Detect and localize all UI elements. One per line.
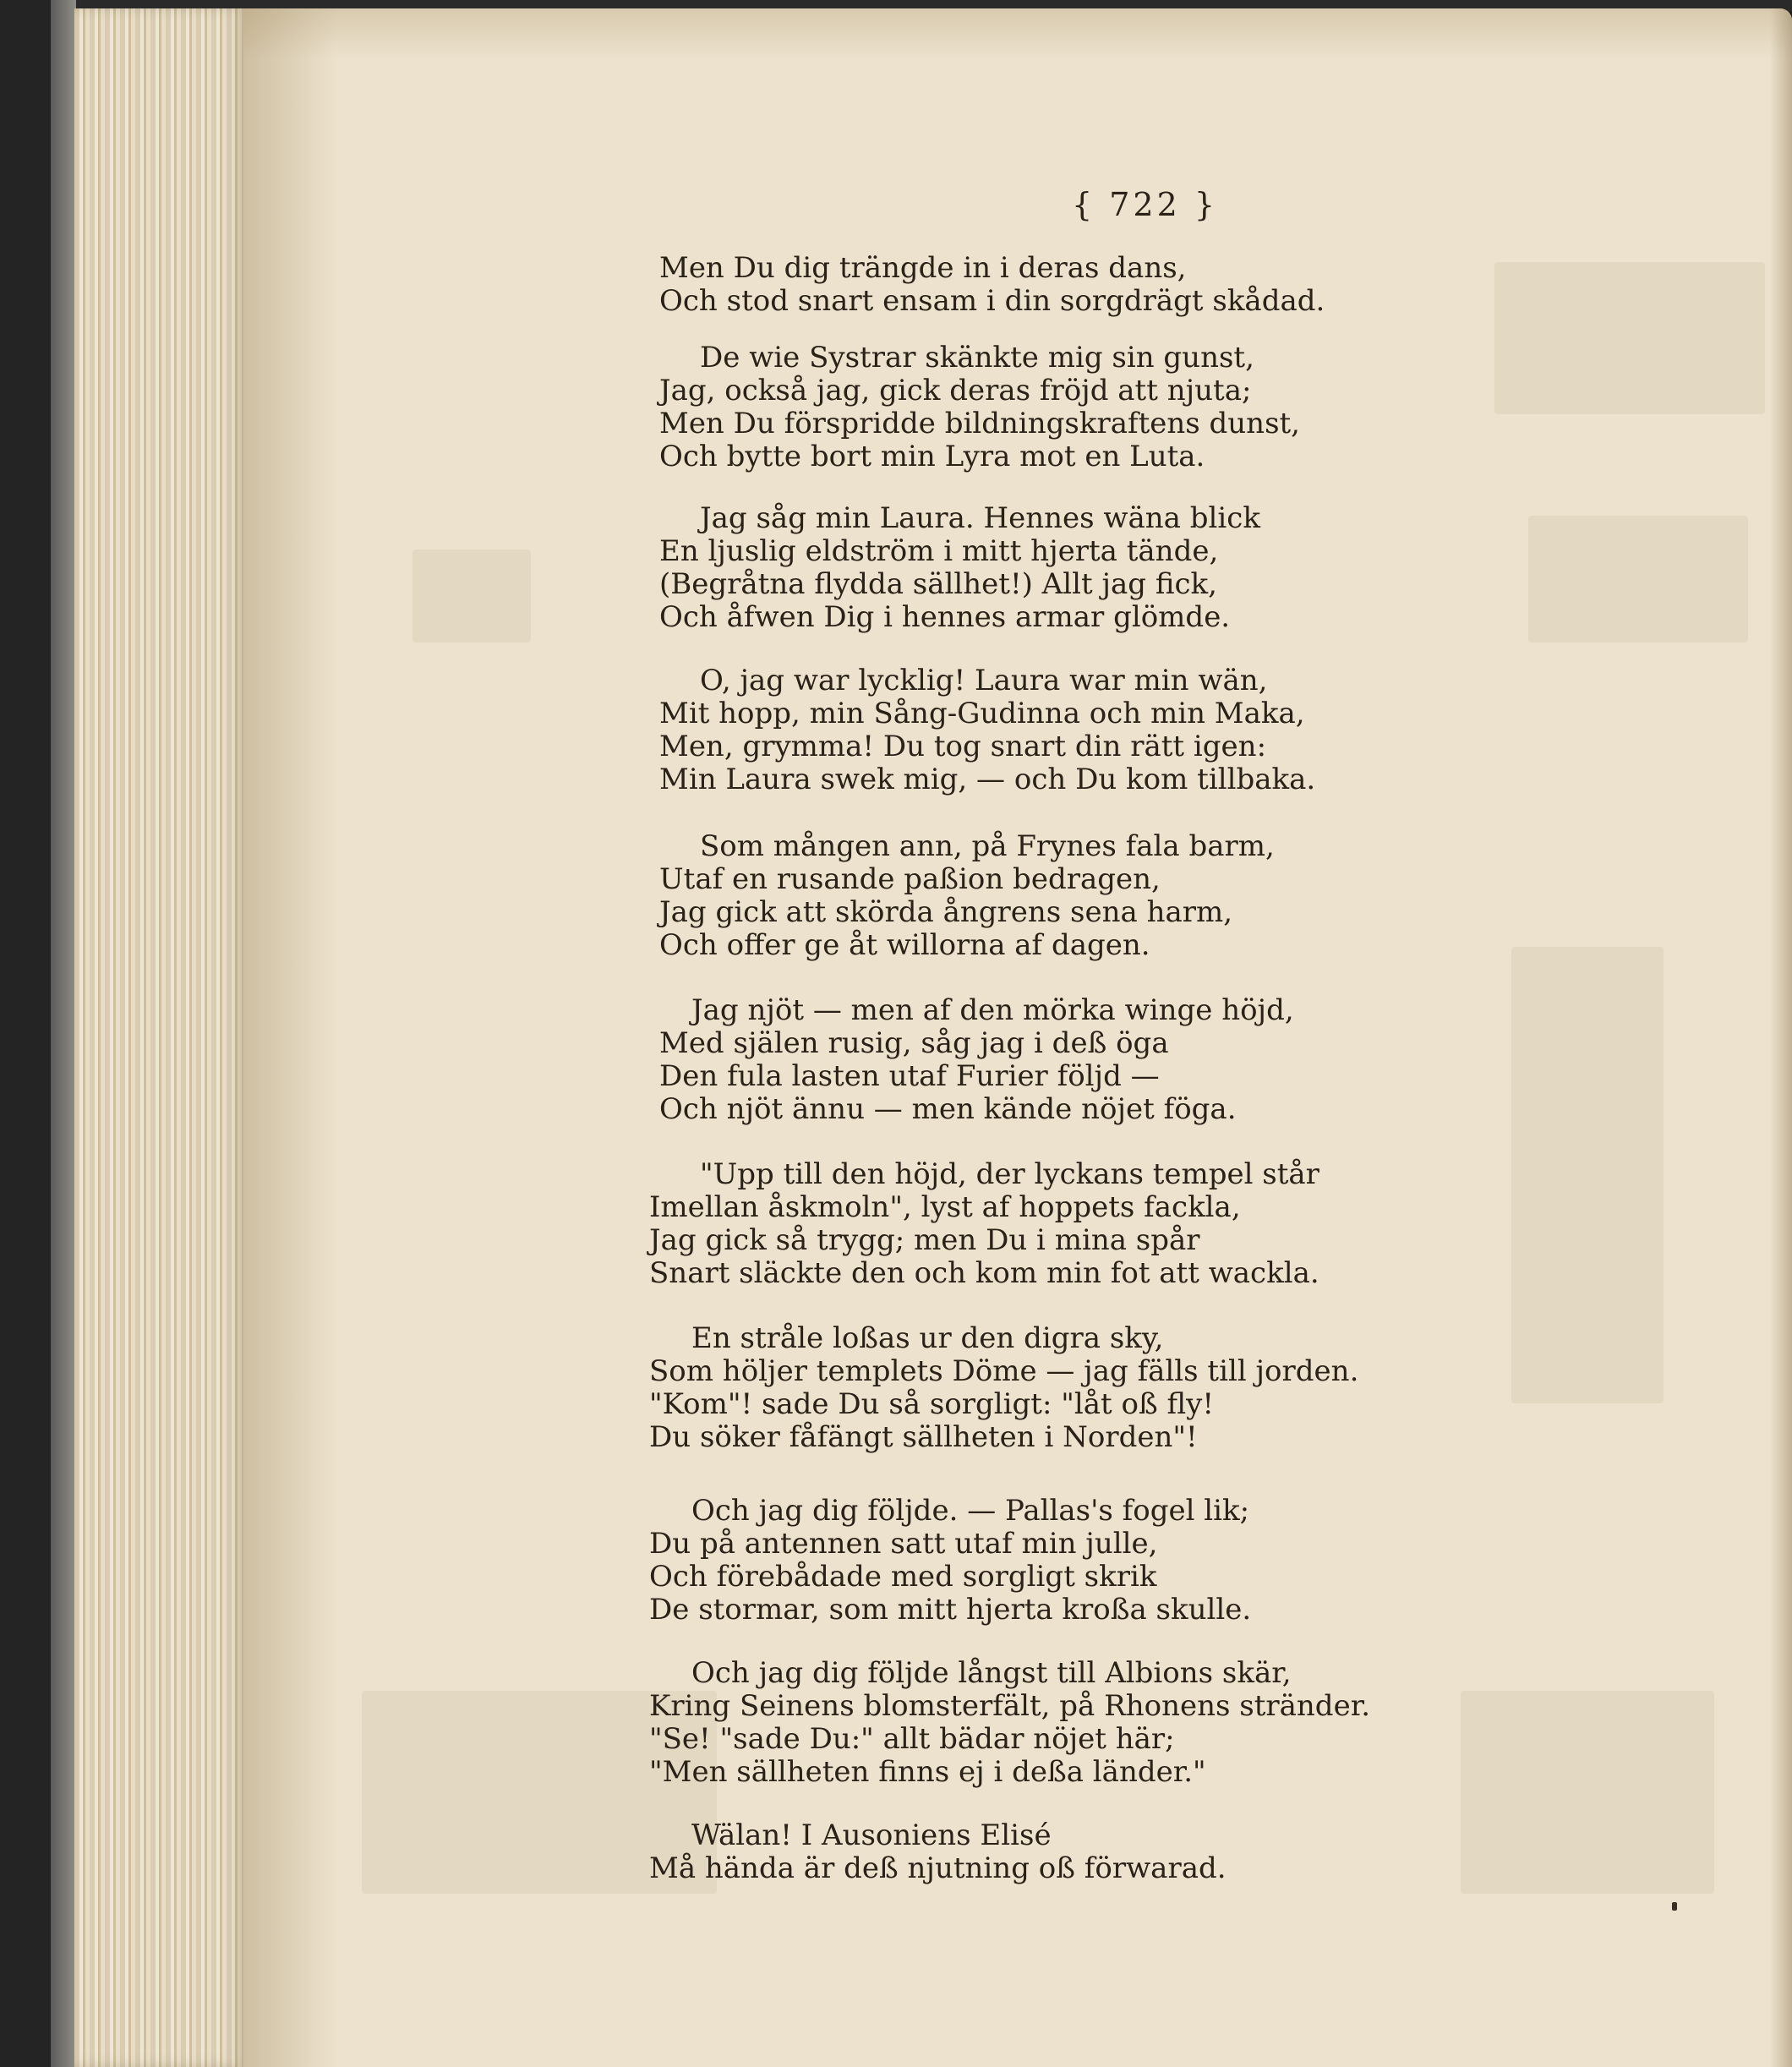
verse-line: De wie Systrar skänkte mig sin gunst, [700,341,1254,375]
verse-line: Och bytte bort min Lyra mot en Luta. [659,440,1205,473]
verse-line: (Begråtna flydda sällhet!) Allt jag fick, [659,567,1217,601]
verse-line: Wälan! I Ausoniens Elisé [691,1818,1052,1852]
verse-line: Jag såg min Laura. Hennes wäna blick [700,501,1260,535]
verse-line: Jag gick så trygg; men Du i mina spår [649,1223,1200,1257]
verse-line: Med själen rusig, såg jag i deß öga [659,1026,1169,1060]
page-right-tint [1770,8,1792,2067]
verse-line: Men, grymma! Du tog snart din rätt igen: [659,730,1267,763]
ink-speck [1672,1902,1677,1911]
verse-line: En stråle loßas ur den digra sky, [691,1321,1164,1355]
stanza [615,1495,1562,1627]
verse-line: Men Du dig trängde in i deras dans, [659,251,1187,285]
stanza [615,664,1562,796]
verse-line: Utaf en rusande paßion bedragen, [659,862,1161,896]
stanza [615,502,1562,634]
verse-line: Som mången ann, på Frynes fala barm, [700,829,1275,863]
stanza [615,342,1562,473]
verse-line: Den fula lasten utaf Furier följd — [659,1059,1160,1093]
book-page [74,8,1792,2067]
stanza [615,1158,1562,1290]
verse-line: Jag, också jag, gick deras fröjd att njuta; [659,374,1252,407]
verse-line: Jag njöt — men af den mörka winge höjd, [691,993,1294,1027]
verse-line: O, jag war lycklig! Laura war min wän, [700,664,1268,697]
gutter-shadow [243,8,336,2067]
page-top-tint [243,8,1792,59]
page-edges [74,8,243,2067]
scan-edge [51,0,76,2067]
verse-line: "Se! "sade Du:" allt bädar nöjet här; [649,1722,1175,1756]
stanza [615,1819,1562,1885]
verse-line: "Men sällheten finns ej i deßa länder." [649,1755,1206,1789]
stanza [615,830,1562,962]
verse-line: "Kom"! sade Du så sorgligt: "låt oß fly! [649,1387,1215,1421]
verse-line: Men Du förspridde bildningskraftens dunst, [659,407,1300,440]
stanza [615,994,1562,1126]
verse-line: Kring Seinens blomsterfält, på Rhonens stränder. [649,1689,1371,1723]
show-through [412,550,531,643]
verse-line: Och åfwen Dig i hennes armar glömde. [659,600,1231,634]
verse-line: Min Laura swek mig, — och Du kom tillbaka. [659,763,1316,796]
stanza [615,1657,1562,1789]
scan-background [0,0,51,2067]
verse-line: Som höljer templets Döme — jag fälls till jorden. [649,1354,1359,1388]
verse-line: Jag gick att skörda ångrens sena harm, [659,895,1233,929]
verse-line: En ljuslig eldström i mitt hjerta tände, [659,534,1219,568]
stanza [615,1322,1562,1454]
verse-line: Och njöt ännu — men kände nöjet föga. [659,1092,1237,1126]
verse-line: "Upp till den höjd, der lyckans tempel står [700,1157,1319,1191]
page-number: { 722 } [1072,186,1219,223]
verse-line: Och förebådade med sorgligt skrik [649,1560,1157,1594]
verse-line: Må hända är deß njutning oß förwarad. [649,1851,1227,1885]
verse-line: Snart släckte den och kom min fot att wackla. [649,1256,1319,1290]
verse-line: Du söker fåfängt sällheten i Norden"! [649,1420,1198,1454]
verse-line: Mit hopp, min Sång-Gudinna och min Maka, [659,697,1305,730]
verse-line: Och jag dig följde. — Pallas's fogel lik; [691,1494,1250,1528]
verse-line: De stormar, som mitt hjerta kroßa skulle. [649,1593,1252,1627]
stanza [615,252,1562,318]
verse-line: Och stod snart ensam i din sorgdrägt skådad. [659,284,1325,318]
verse-line: Du på antennen satt utaf min julle, [649,1527,1158,1561]
verse-line: Imellan åskmoln", lyst af hoppets fackla, [649,1190,1241,1224]
verse-line: Och offer ge åt willorna af dagen. [659,928,1150,962]
verse-line: Och jag dig följde långst till Albions skär, [691,1656,1292,1690]
